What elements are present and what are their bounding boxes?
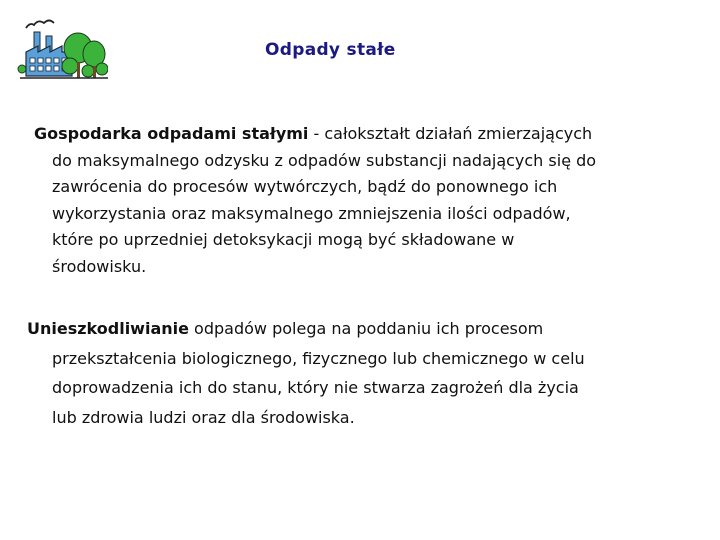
paragraph-line: wykorzystania oraz maksymalnego zmniejszenia ilości odpadów, bbox=[52, 203, 571, 223]
paragraph-line: doprowadzenia ich do stanu, który nie stwarza zagrożeń dla życia bbox=[52, 378, 579, 397]
paragraph-line: do maksymalnego odzysku z odpadów substancji nadających się do bbox=[52, 150, 597, 170]
paragraph-line: lub zdrowia ludzi oraz dla środowiska. bbox=[52, 407, 355, 427]
slide-title: Odpady stałe bbox=[265, 40, 396, 60]
term-bold: Gospodarka odpadami stałymi bbox=[34, 124, 309, 143]
paragraph-line: które po uprzedniej detoksykacji mogą być składowane w bbox=[52, 230, 515, 249]
paragraph-line bbox=[27, 314, 687, 344]
term-bold: Unieszkodliwianie bbox=[27, 319, 189, 338]
paragraph-line: zawrócenia do procesów wytwórczych, bądź do ponownego ich bbox=[52, 177, 558, 196]
paragraph-text: odpadów polega na poddaniu ich procesom bbox=[188, 319, 544, 338]
paragraph-line: przekształcenia biologicznego, fizycznego lub chemicznego w celu bbox=[52, 348, 585, 368]
factory-with-trees-icon bbox=[16, 14, 108, 86]
paragraph-line: środowisku. bbox=[52, 256, 147, 276]
paragraph-neutralization bbox=[27, 314, 687, 432]
paragraph-text: - całokształt działań zmierzających bbox=[308, 124, 593, 143]
paragraph-waste-management bbox=[34, 121, 694, 280]
paragraph-line bbox=[34, 121, 694, 148]
